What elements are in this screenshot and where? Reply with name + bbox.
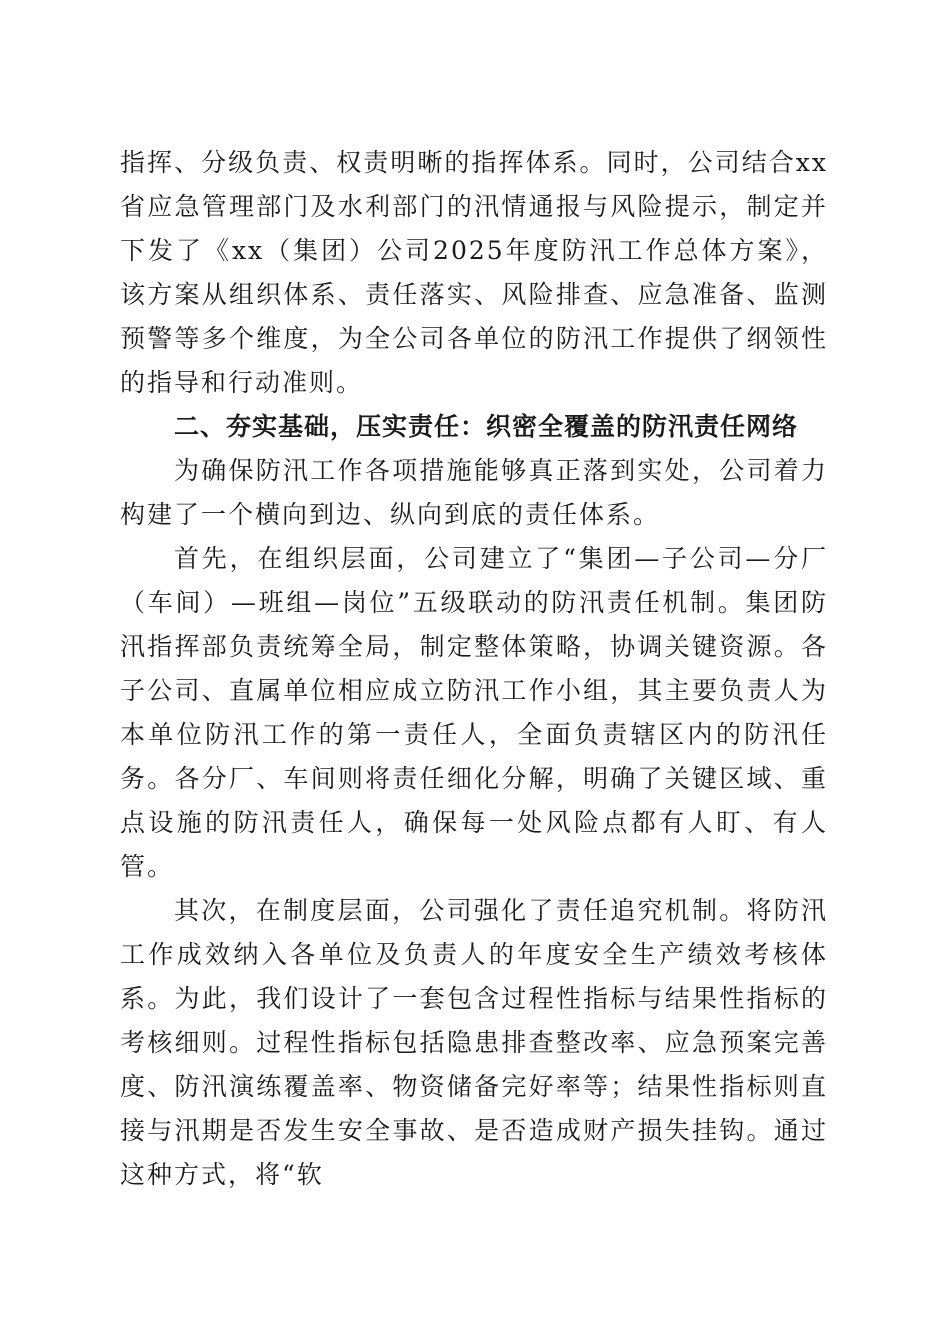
document-body <box>120 141 828 1197</box>
paragraph-responsibility-system: 为确保防汛工作各项措施能够真正落到实处，公司着力构建了一个横向到边、纵向到底的责任体系。 <box>120 456 828 529</box>
paragraph-organization-level: 首先，在组织层面，公司建立了“集团—子公司—分厂（车间）—班组—岗位”五级联动的防汛责任机制。集团防汛指挥部负责统筹全局，制定整体策略，协调关键资源。各子公司、直属单位相应成立防汛工作小组，其主要负责人为本单位防汛工作的第一责任人，全面负责辖区内的防汛任务。各分厂、车间则将责任细化分解，明确了关键区域、重点设施的防汛责任人，确保每一处风险点都有人盯、有人管。 <box>120 544 828 881</box>
section-heading-2: 二、夯实基础，压实责任：织密全覆盖的防汛责任网络 <box>174 412 799 441</box>
paragraph-institution-level: 其次，在制度层面，公司强化了责任追究机制。将防汛工作成效纳入各单位及负责人的年度安全生产绩效考核体系。为此，我们设计了一套包含过程性指标与结果性指标的考核细则。过程性指标包括隐患排查整改率、应急预案完善度、防汛演练覆盖率、物资储备完好率等；结果性指标则直接与汛期是否发生安全事故、是否造成财产损失挂钩。通过这种方式，将“软 <box>120 896 828 1189</box>
paragraph-continued: 指挥、分级负责、权责明晰的指挥体系。同时，公司结合xx省应急管理部门及水利部门的汛情通报与风险提示，制定并下发了《xx（集团）公司2025年度防汛工作总体方案》，该方案从组织体系、责任落实、风险排查、应急准备、监测预警等多个维度，为全公司各单位的防汛工作提供了纲领性的指导和行动准则。 <box>120 148 828 397</box>
